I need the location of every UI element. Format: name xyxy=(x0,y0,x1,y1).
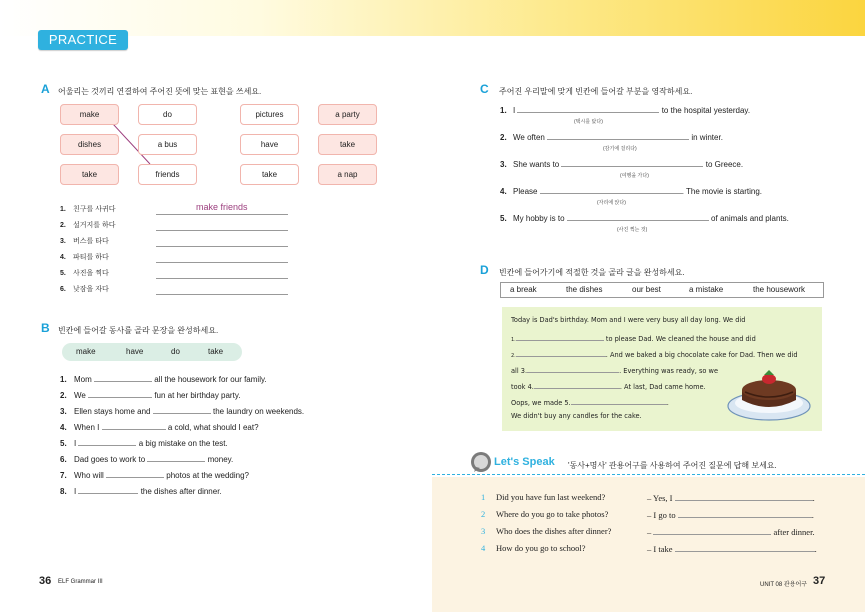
d-line-6: We didn't buy any candles for the cake. xyxy=(511,412,642,420)
b-bank-have: have xyxy=(126,347,144,356)
a-item-4: 4. 파티를 하다 xyxy=(60,254,109,261)
b-bank-make: make xyxy=(76,347,96,356)
c-blank-4[interactable] xyxy=(540,185,682,194)
d-line-2: 2. . And we baked a big chocolate cake for Dad. Then we did xyxy=(511,348,798,359)
b-item-5: 5. I a big mistake on the test. xyxy=(60,439,228,448)
c-hint-1: (택시를 탔다) xyxy=(574,119,603,125)
match-box-a-party[interactable]: a party xyxy=(318,104,377,125)
b-item-3: 3. Ellen stays home and the laundry on weekends. xyxy=(60,407,305,416)
match-box-friends[interactable]: friends xyxy=(138,164,197,185)
speak-blank-2[interactable] xyxy=(678,509,812,518)
speak-num-2: 2 xyxy=(481,509,486,519)
match-box-take[interactable]: take xyxy=(318,134,377,155)
d-line-4: took 4. . At last, Dad came home. xyxy=(511,380,706,391)
section-c-letter: C xyxy=(480,82,489,96)
lets-speak-divider xyxy=(432,474,865,475)
b-blank-7[interactable] xyxy=(106,469,164,478)
c-blank-2[interactable] xyxy=(547,131,689,140)
speak-question-2: Where do you go to take photos? xyxy=(496,509,609,519)
d-bank-a-break: a break xyxy=(510,285,537,294)
left-page-number: 36 xyxy=(39,575,52,587)
left-footer-label: ELF Grammar III xyxy=(58,579,103,585)
speak-blank-1[interactable] xyxy=(675,492,813,501)
c-blank-3[interactable] xyxy=(561,158,703,167)
c-hint-5: (사진 찍는 것) xyxy=(617,227,648,233)
c-item-1: 1. I to the hospital yesterday. xyxy=(500,106,751,115)
b-blank-1[interactable] xyxy=(94,373,152,382)
d-word-bank xyxy=(500,282,824,298)
a-answer-5[interactable] xyxy=(156,266,288,279)
speak-num-4: 4 xyxy=(481,543,486,553)
section-b-letter: B xyxy=(41,321,50,335)
d-line-0: Today is Dad's birthday. Mom and I were very busy all day long. We did xyxy=(511,316,746,324)
speak-question-3: Who does the dishes after dinner? xyxy=(496,526,612,536)
a-answer-4[interactable] xyxy=(156,250,288,263)
c-item-2: 2. We often in winter. xyxy=(500,133,723,142)
d-blank-4[interactable] xyxy=(534,380,620,389)
speak-num-3: 3 xyxy=(481,526,486,536)
a-answer-6[interactable] xyxy=(156,282,288,295)
match-box-take-3[interactable]: take xyxy=(240,164,299,185)
c-item-3: 3. She wants to to Greece. xyxy=(500,160,744,169)
b-item-7: 7. Who will photos at the wedding? xyxy=(60,471,249,480)
section-d-title: 빈칸에 들어가기에 적절한 것을 골라 글을 완성하세요. xyxy=(499,268,685,277)
section-d-letter: D xyxy=(480,263,489,277)
match-box-do[interactable]: do xyxy=(138,104,197,125)
a-item-1: 1. 친구를 사귀다 xyxy=(60,206,116,213)
match-box-pictures[interactable]: pictures xyxy=(240,104,299,125)
b-blank-3[interactable] xyxy=(153,405,211,414)
section-a-title: 어울리는 것끼리 연결하여 주어진 뜻에 맞는 표현을 쓰세요. xyxy=(58,87,262,96)
d-blank-3[interactable] xyxy=(527,364,619,373)
a-answer-1[interactable]: make friends xyxy=(156,202,288,215)
speak-question-1: Did you have fun last weekend? xyxy=(496,492,606,502)
c-item-4: 4. Please . The movie is starting. xyxy=(500,187,763,196)
section-a-letter: A xyxy=(41,82,50,96)
speak-num-1: 1 xyxy=(481,492,486,502)
b-blank-4[interactable] xyxy=(102,421,166,430)
d-line-1: 1. to please Dad. We cleaned the house and did xyxy=(511,332,756,343)
b-blank-2[interactable] xyxy=(88,389,152,398)
speak-blank-4[interactable] xyxy=(675,543,815,552)
a-item-3: 3. 버스를 타다 xyxy=(60,238,109,245)
lets-speak-badge: Let's Speak xyxy=(494,456,555,468)
a-item-5: 5. 사진을 찍다 xyxy=(60,270,109,277)
d-line-3: all 3. . Everything was ready, so we xyxy=(511,364,718,375)
c-hint-3: (여행을 가다) xyxy=(620,173,649,179)
c-blank-1[interactable] xyxy=(517,104,659,113)
d-blank-1[interactable] xyxy=(516,332,604,341)
b-blank-5[interactable] xyxy=(78,437,136,446)
lets-speak-title: '동사+명사' 관용어구를 사용하여 주어진 질문에 답해 보세요. xyxy=(568,461,777,470)
match-box-a-nap[interactable]: a nap xyxy=(318,164,377,185)
d-bank-the-housework: the housework xyxy=(753,285,806,294)
c-hint-2: (감기에 걸리다) xyxy=(603,146,637,152)
match-box-have[interactable]: have xyxy=(240,134,299,155)
d-bank-our-best: our best xyxy=(632,285,661,294)
speech-bubble-icon xyxy=(470,451,492,473)
section-c-title: 주어진 우리말에 맞게 빈칸에 들어갈 부분을 영작하세요. xyxy=(499,87,693,96)
b-blank-8[interactable] xyxy=(78,485,138,494)
b-item-1: 1. Mom all the housework for our family. xyxy=(60,375,267,384)
d-bank-a-mistake: a mistake xyxy=(689,285,724,294)
right-footer-label: UNIT 08 관용어구 xyxy=(760,582,808,588)
right-page-number: 37 xyxy=(813,575,826,587)
match-box-a-bus[interactable]: a bus xyxy=(138,134,197,155)
match-box-dishes[interactable]: dishes xyxy=(60,134,119,155)
b-blank-6[interactable] xyxy=(147,453,205,462)
chocolate-cake-illustration xyxy=(726,362,812,422)
b-item-2: 2. We fun at her birthday party. xyxy=(60,391,241,400)
practice-label: PRACTICE xyxy=(38,30,128,50)
speak-blank-3[interactable] xyxy=(653,526,771,535)
d-blank-2[interactable] xyxy=(516,348,606,357)
speak-answer-1: – Yes, I . xyxy=(647,493,815,503)
b-bank-do: do xyxy=(171,347,180,356)
match-box-make[interactable]: make xyxy=(60,104,119,125)
b-word-bank xyxy=(62,343,242,361)
a-answer-3[interactable] xyxy=(156,234,288,247)
section-b-title: 빈칸에 들어갈 동사를 골라 문장을 완성하세요. xyxy=(58,326,219,335)
c-hint-4: (자리에 앉다) xyxy=(597,200,626,206)
d-blank-5[interactable] xyxy=(571,396,667,405)
b-item-4: 4. When I a cold, what should I eat? xyxy=(60,423,259,432)
c-item-5: 5. My hobby is to of animals and plants. xyxy=(500,214,789,223)
d-bank-the-dishes: the dishes xyxy=(566,285,603,294)
match-box-take-2[interactable]: take xyxy=(60,164,119,185)
b-bank-take: take xyxy=(208,347,224,356)
speak-answer-2: – I go to . xyxy=(647,510,814,520)
b-item-6: 6. Dad goes to work to money. xyxy=(60,455,234,464)
speak-answer-3: – after dinner. xyxy=(647,527,815,537)
c-blank-5[interactable] xyxy=(567,212,709,221)
b-item-8: 8. I the dishes after dinner. xyxy=(60,487,222,496)
a-item-6: 6. 낮잠을 자다 xyxy=(60,286,109,293)
d-line-5: Oops, we made 5. . xyxy=(511,396,669,407)
a-item-2: 2. 설거지를 하다 xyxy=(60,222,116,229)
speak-answer-4: – I take . xyxy=(647,544,817,554)
speak-question-4: How do you go to school? xyxy=(496,543,586,553)
a-answer-2[interactable] xyxy=(156,218,288,231)
